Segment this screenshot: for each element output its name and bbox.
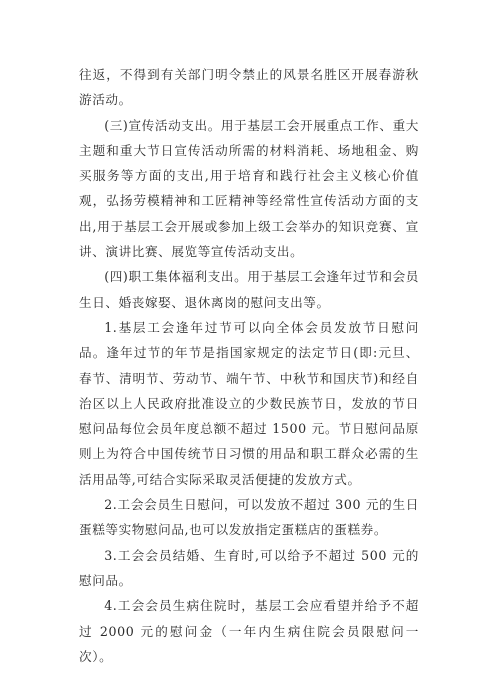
paragraph-birthday-gifts: 2.工会会员生日慰问，可以发放不超过 300 元的生日蛋糕等实物慰问品,也可以发放指定蛋糕店的蛋糕券。 — [79, 497, 419, 538]
paragraph-welfare-expenses: (四)职工集体福利支出。用于基层工会逢年过节和会员生日、婚丧嫁娶、退休离岗的慰问支出等。 — [79, 269, 419, 310]
paragraph-publicity-expenses: (三)宣传活动支出。用于基层工会开展重点工作、重大主题和重大节日宣传活动所需的材料消耗、场地租金、购买服务等方面的支出,用于培育和践行社会主义核心价值观，弘扬劳模精神和工匠精神等经常性宣传活动方面的支出,用于基层工会开展或参加上级工会举办的知识竞赛、宣讲、演讲比赛、展览等宣传活动支出。 — [79, 117, 419, 260]
paragraph-holiday-gifts: 1.基层工会逢年过节可以向全体会员发放节日慰问品。逢年过节的年节是指国家规定的法定节日(即:元旦、春节、清明节、劳动节、端午节、中秋节和国庆节)和经自治区以上人民政府批准设立的少数民族节日，发放的节日慰问品每位会员年度总额不超过 1500 元。节日慰问品原则上为符合中国传统节日习惯的用品和职工群众必需的生活用品等,可结合实际采取灵活便捷的发放方式。 — [79, 319, 419, 487]
paragraph-wedding-birth-gifts: 3.工会会员结婚、生育时,可以给予不超过 500 元的慰问品。 — [79, 547, 419, 588]
paragraph-continuation: 往返，不得到有关部门明令禁止的风景名胜区开展春游秋游活动。 — [79, 67, 419, 108]
document-page — [79, 62, 419, 669]
paragraph-hospital-visit: 4.工会会员生病住院时，基层工会应看望并给予不超过 2000 元的慰问金（一年内生病住院会员限慰问一次）。 — [79, 598, 419, 664]
